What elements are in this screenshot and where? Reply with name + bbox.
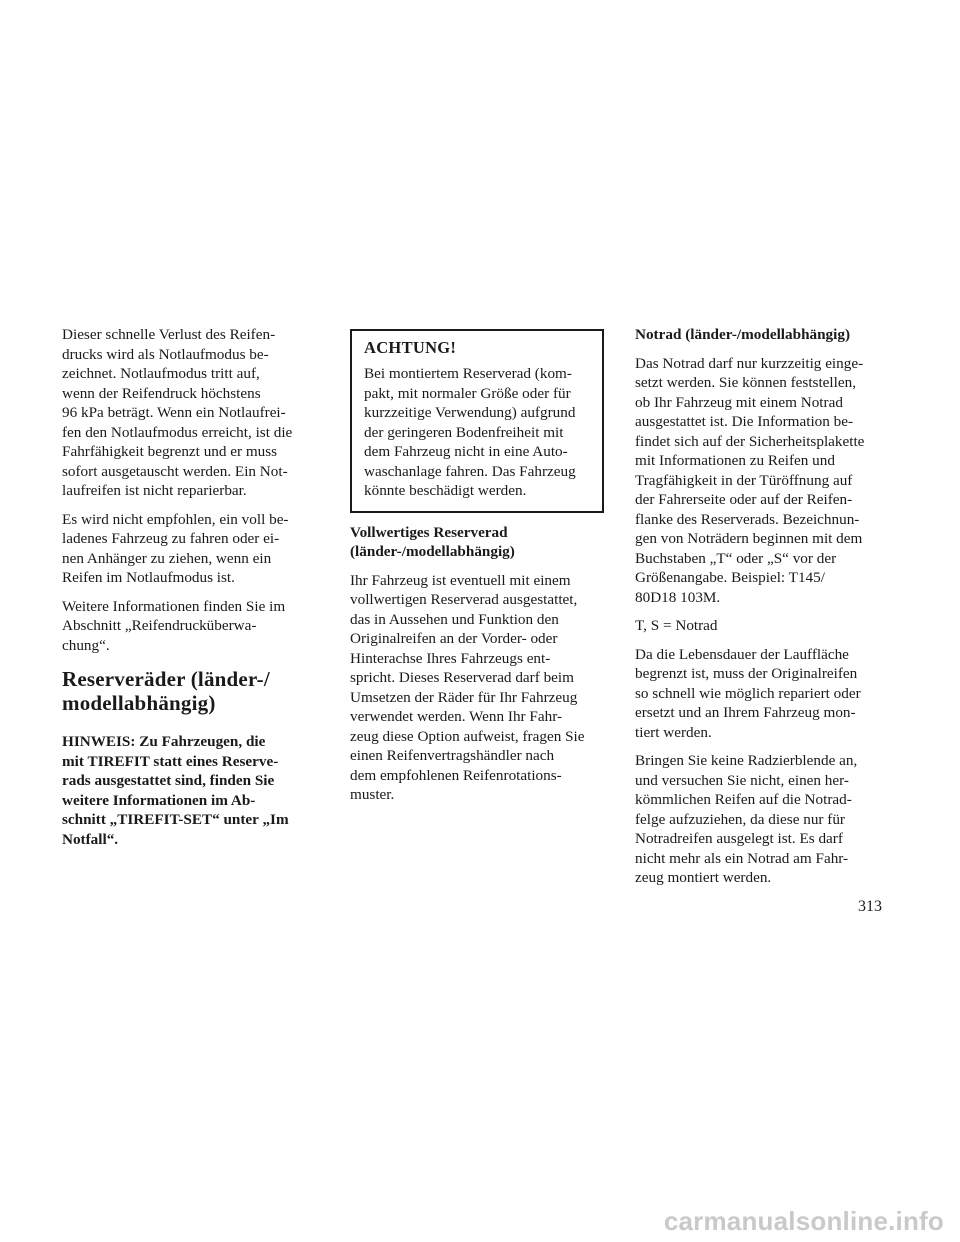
column-middle xyxy=(350,325,604,814)
paragraph-full-size-spare: Ihr Fahrzeug ist eventuell mit einem vollwertigen Reserverad ausgestattet, das in Aussehen und Funktion den Originalreifen an der Vorder- oder Hinterachse Ihres Fahrzeugs ent- spricht. Dieses Reserverad darf beim Umsetzen der Räder für Ihr Fahrzeug verwendet werden. Wenn Ihr Fahr- zeug diese Option aufweist, fragen Sie einen Reifenvertragshändler nach dem empfohlenen Reifenrotations- muster. xyxy=(350,571,585,803)
subheading-full-size-spare: Vollwertiges Reserverad (länder-/modellabhängig) xyxy=(350,523,515,560)
paragraph-ts-definition: T, S = Notrad xyxy=(635,617,718,634)
paragraph-runflat-loss: Dieser schnelle Verlust des Reifen- drucks wird als Notlaufmodus be- zeichnet. Notlaufmodus tritt auf, wenn der Reifendruck höchstens 96 kPa beträgt. Wenn ein Notlaufrei- fen den Notlaufmodus erreicht, ist die Fahrfähigkeit begrenzt und er muss sofort ausgetauscht werden. Ein Not- laufreifen ist nicht reparierbar. xyxy=(62,326,293,499)
paragraph-no-wheel-cover: Bringen Sie keine Radzierblende an, und versuchen Sie nicht, einen her- kömmlichen Reifen auf die Notrad- felge aufzuziehen, da diese nur für Notradreifen ausgelegt ist. Es darf nicht mehr als ein Notrad am Fahr- zeug montiert werden. xyxy=(635,752,858,886)
section-heading-spare-wheels: Reserveräder (länder-/ modellabhängig) xyxy=(62,667,270,715)
column-left xyxy=(62,325,316,849)
warning-title: ACHTUNG! xyxy=(364,338,457,357)
warning-text: Bei montiertem Reserverad (kom- pakt, mit normaler Größe oder für kurzzeitige Verwendung) aufgrund der geringeren Bodenfreiheit mit dem Fahrzeug nicht in eine Auto- waschanlage fahren. Das Fahrzeug könnte beschädigt werden. xyxy=(364,365,576,499)
paragraph-tread-life: Da die Lebensdauer der Lauffläche begrenzt ist, muss der Originalreifen so schnell wie möglich repariert oder ersetzt und an Ihrem Fahrzeug mon- tiert werden. xyxy=(635,645,861,741)
note-tirefit: HINWEIS: Zu Fahrzeugen, die mit TIREFIT statt eines Reserve- rads ausgestattet sind, finden Sie weitere Informationen im Ab- schnitt „TIREFIT-SET“ unter „Im Notfall“. xyxy=(62,733,289,848)
paragraph-not-recommended: Es wird nicht empfohlen, ein voll be- ladenes Fahrzeug zu fahren oder ei- nen Anhänger zu ziehen, wenn ein Reifen im Notlaufmodus ist. xyxy=(62,510,289,586)
warning-box xyxy=(350,329,604,513)
page-number: 313 xyxy=(858,898,882,915)
paragraph-more-info: Weitere Informationen finden Sie im Abschnitt „Reifendrucküberwa- chung“. xyxy=(62,597,286,654)
subheading-emergency-spare: Notrad (länder-/modellabhängig) xyxy=(635,326,851,343)
watermark-logo: carmanualsonline.info xyxy=(663,1206,944,1236)
column-right xyxy=(635,325,889,897)
paragraph-emergency-spare: Das Notrad darf nur kurzzeitig einge- setzt werden. Sie können feststellen, ob Ihr Fahrzeug mit einem Notrad ausgestattet ist. Die Information be- findet sich auf der Sicherheitsplakette mit Informationen zu Reifen und Tragfähigkeit in der Türöffnung auf der Fahrerseite oder auf der Reifen- flanke des Reserverads. Bezeichnun- gen von Noträdern beginnen mit dem Buchstaben „T“ oder „S“ vor der Größenangabe. Beispiel: T145/ 80D18 103M. xyxy=(635,354,865,606)
